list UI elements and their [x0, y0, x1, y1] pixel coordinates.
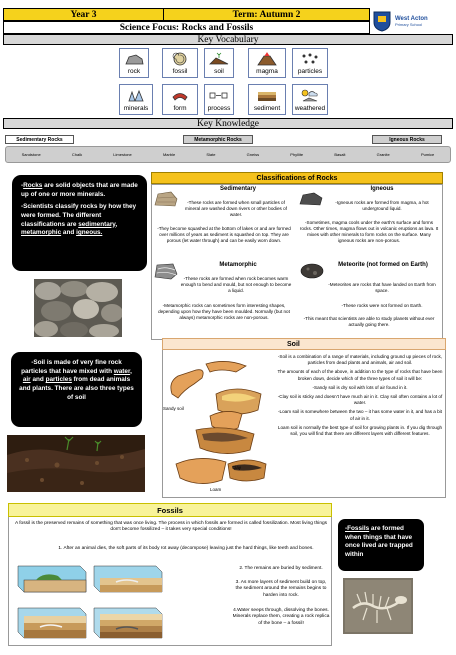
soil-text-6: Loam soil is normally the best type of soil for growing plants in. If you dig through soil, you will find that there are different layers with different features. — [277, 424, 443, 436]
loam-label: Loam — [210, 487, 222, 492]
vocab-word: rock — [127, 68, 141, 75]
rock-icon — [123, 52, 145, 66]
sedimentary-title: Sedimentary — [219, 186, 256, 192]
soil-title-text: Soil — [287, 340, 300, 348]
metamorphic-text-1: -These rocks are formed when rock becomes warm enough to bend and mould, but not enough to become a liquid. — [180, 276, 292, 293]
meteorite-title: Meteorite (not formed on Earth) — [338, 262, 428, 268]
fossilization-diagram — [14, 562, 232, 644]
vocab-soil — [204, 48, 234, 78]
fossils-intro: A fossil is the preserved remains of something that was once living. The process in which fossils are formed is called fossilization. Most living things don't become fossilized – it takes very special conditions! — [14, 521, 328, 533]
vocab-word: magma — [256, 68, 278, 75]
rocks-info-box — [12, 175, 147, 271]
vocab-word: process — [207, 105, 231, 112]
vocab-fossil — [162, 48, 198, 78]
soil-info-box — [11, 352, 142, 427]
rock-name: Chalk — [71, 152, 83, 157]
form-icon — [169, 89, 191, 103]
meteorite-image — [299, 262, 325, 280]
fossils-title-text: Fossils — [157, 505, 183, 515]
soil-text-4: -Clay soil is sticky and doesn't have much air in it. Clay soil often contains a lot of water. — [277, 393, 443, 406]
rocks-photo — [34, 279, 122, 337]
rock-name: Phyllite — [290, 152, 304, 157]
igneous-rock-image — [299, 192, 323, 206]
rocks-classification: -Scientists classify rocks by how they were formed. The different classifications are sedimentary, metamorphic and igneous. — [21, 203, 137, 237]
vocab-form — [162, 84, 198, 115]
fossils-step-4: 4.Water seeps through, dissolving the bones. Minerals replace them, creating a rock replica of the bone – a fossil! — [232, 608, 330, 626]
vocab-word: minerals — [123, 105, 149, 112]
vocab-word: fossil — [172, 68, 188, 75]
minerals-icon — [125, 89, 147, 103]
vocab-minerals — [119, 84, 153, 115]
sedimentary-link: sedimentary — [78, 220, 116, 228]
water-link: water — [113, 367, 131, 375]
fossils-step-3: 3. As more layers of sediment build on top, the sediment around the remains begins to harden into rock. — [235, 580, 327, 598]
soil-photo — [7, 435, 145, 492]
vocab-word: sediment — [253, 105, 281, 112]
rocks-link: Rocks — [23, 182, 43, 189]
volcano-icon — [256, 52, 278, 66]
sedimentary-rock-image — [153, 190, 179, 208]
sandy-soil-label: Sandy soil — [163, 406, 184, 411]
sedimentary-section — [153, 186, 295, 260]
classifications-title — [151, 172, 443, 184]
tab-label: Metamorphic Rocks — [194, 136, 242, 143]
knowledge-title-text: Key Knowledge — [197, 118, 259, 129]
particles-link: particles — [45, 376, 72, 384]
vocab-process — [204, 84, 234, 115]
vocab-word: soil — [214, 68, 224, 75]
rock-name: Sandstone — [21, 152, 41, 157]
sediment-icon — [256, 89, 278, 103]
igneous-link: igneous. — [76, 229, 103, 237]
soil-text-2: The amounts of each of the above, in addition to the type of rocks that have been broken down, decide which of the three types of soil it will be: — [277, 369, 443, 381]
vocab-title-text: Key Vocabulary — [197, 34, 259, 45]
soil-title — [162, 338, 446, 350]
soil-illustration — [166, 354, 276, 494]
soil-text-1: -Soil is a combination of a range of materials, including ground up pieces of rock, particles from dead plants and animals, air and soil. — [277, 354, 443, 366]
knowledge-title — [3, 118, 453, 129]
igneous-section — [297, 186, 441, 260]
focus-label: Science Focus: Rocks and Fossils — [119, 22, 254, 33]
fossils-title — [8, 503, 332, 517]
metamorphic-text-2: -Metamorphic rocks can sometimes form interesting shapes, depending upon how they have been moulded. Normally (but not always) metamorphic rocks are non-porous. — [158, 303, 290, 320]
metamorphic-rock-image — [153, 262, 179, 280]
fossil-icon — [169, 52, 191, 66]
meteorite-section — [297, 260, 441, 338]
particles-icon — [299, 52, 321, 66]
igneous-title: Igneous — [370, 186, 394, 192]
meteorite-text-1: -Meteorites are rocks that have landed on Earth from space. — [328, 282, 436, 293]
rock-names-row — [5, 146, 451, 163]
soil-text — [277, 354, 443, 440]
clay-label: Clay — [232, 465, 242, 470]
air-link: air — [22, 376, 31, 384]
rocks-definition: -Rocks are solid objects that are made up of one or more minerals. — [21, 182, 138, 198]
rock-name: Pumice — [420, 152, 435, 157]
focus-cell — [3, 21, 370, 34]
logo-subtext: Primary School — [395, 21, 423, 27]
classifications-title-text: Classifications of Rocks — [256, 174, 338, 182]
metamorphic-title: Metamorphic — [219, 262, 257, 268]
meteorite-text-2: -These rocks were not formed on Earth. — [341, 303, 423, 308]
vocab-rock — [119, 48, 149, 78]
vocab-word: particles — [297, 68, 323, 75]
vocab-particles — [292, 48, 328, 78]
metamorphic-section — [153, 260, 295, 338]
rock-name: Slate — [206, 152, 216, 157]
school-logo — [372, 6, 452, 36]
igneous-text-1: -Igneous rocks are formed from magma, a hot underground liquid. — [335, 200, 429, 211]
term-label: Term: Autumn 2 — [232, 9, 301, 20]
crest-icon — [372, 10, 392, 32]
process-icon — [208, 89, 230, 103]
soil-icon — [208, 52, 230, 66]
sedimentary-text-2: -They become squashed at the bottom of lakes or and are formed over millions of years as sediment is squashed on top. They are porous (let water through) and can be easily worn down. — [157, 226, 291, 243]
sedimentary-text-1: -These rocks are formed when small particles of mineral are washed down rivers or other bodies of water. — [185, 200, 287, 217]
weathered-icon — [299, 89, 321, 103]
year-label: Year 3 — [70, 9, 97, 20]
vocab-sediment — [248, 84, 286, 115]
vocab-title — [3, 34, 453, 45]
vocab-magma — [248, 48, 286, 78]
fossil-photo — [343, 578, 413, 634]
rock-name: Limestone — [113, 152, 132, 157]
soil-text-3: -Sandy soil is dry soil with lots of air found in it. — [312, 384, 408, 390]
vocab-word: weathered — [294, 105, 326, 112]
tab-metamorphic-rocks — [183, 135, 253, 144]
tab-sedimentary-rocks — [5, 135, 74, 144]
fossils-definition: -Fossils are formed when things that have once lived are trapped within — [345, 525, 413, 558]
rock-name: Marble — [162, 152, 176, 157]
tab-label: Igneous Rocks — [389, 136, 425, 143]
meteorite-text-3: -This meant that scientists are able to study planets without ever actually going there. — [303, 316, 435, 327]
term-cell — [163, 8, 370, 21]
rock-name: Granite — [376, 152, 390, 157]
soil-definition: -Soil is made of very fine rock particles that have mixed with water, air and particles from dead animals and plants. There are also three types of soil — [19, 359, 134, 401]
tab-label: Sedimentary Rocks — [16, 136, 63, 143]
year-cell — [3, 8, 164, 21]
fossils-step-2: 2. The remains are buried by sediment. — [239, 566, 323, 571]
fossils-link: -Fossils — [345, 525, 370, 532]
igneous-text-2: -Sometimes, magma cools under the earth's surface and forms rocks. Other times, magma flows out in volcanic eruptions as lava. It mixes with other minerals to form rocks on the surface. Many igneous rocks are non-porous. — [299, 220, 439, 243]
vocab-weathered — [292, 84, 328, 115]
fossils-info-box — [338, 519, 424, 571]
rock-name: Basalt — [334, 152, 346, 157]
fossils-step-1: 1. After an animal dies, the soft parts of its body rot away (decompose) leaving just the hard things, like teeth and bones. — [58, 546, 314, 551]
tab-igneous-rocks — [372, 135, 442, 144]
vocab-word: form — [173, 105, 187, 112]
rock-name: Gneiss — [246, 152, 260, 157]
soil-text-5: -Loam soil is somewhere between the two – it has some water in it, and has a bit of air in it. — [278, 409, 442, 421]
logo-text: West Acton — [395, 15, 428, 22]
metamorphic-link: metamorphic — [21, 229, 62, 237]
